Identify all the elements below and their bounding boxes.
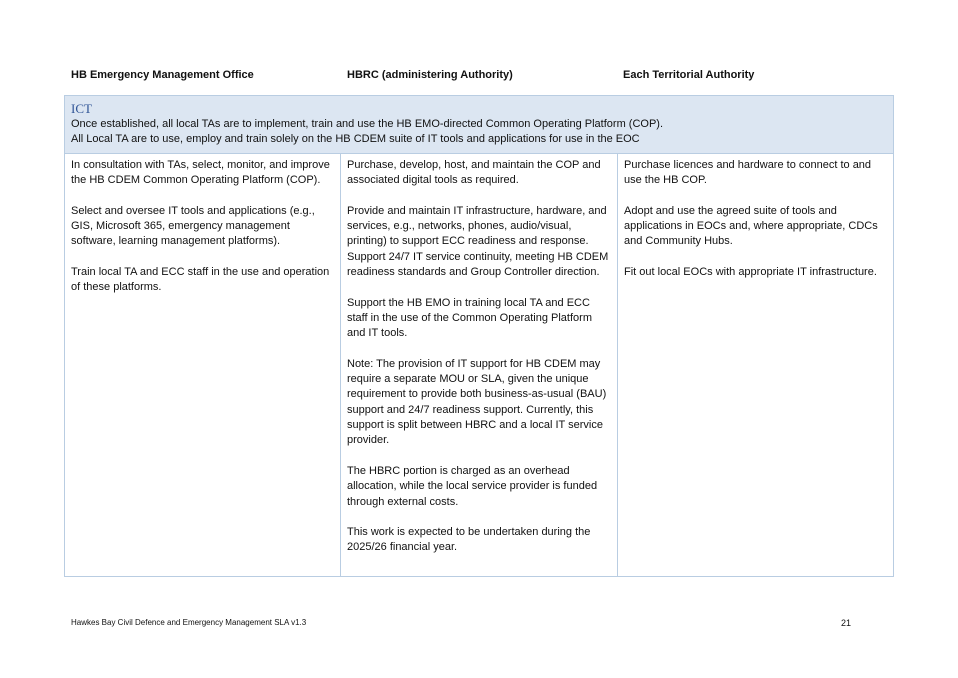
cell-ta-responsibilities — [618, 154, 893, 576]
cell-paragraph: In consultation with TAs, select, monitor, and improve the HB CDEM Common Operating Platform (COP). — [71, 159, 330, 187]
column-header-ta: Each Territorial Authority — [623, 69, 755, 81]
section-title: ICT — [71, 101, 92, 116]
footer-document-title: Hawkes Bay Civil Defence and Emergency Management SLA v1.3 — [71, 618, 307, 627]
column-header-emo: HB Emergency Management Office — [71, 69, 254, 81]
cell-paragraph: This work is expected to be undertaken during the 2025/26 financial year. — [347, 526, 591, 554]
cell-paragraph: Note: The provision of IT support for HB CDEM may require a separate MOU or SLA, given the unique requirement to provide both business-as-usual (BAU) support and 24/7 readiness support. Currently, this support is split between HBRC and a local IT service provider. — [347, 357, 607, 447]
page-number: 21 — [841, 618, 852, 628]
section-banner — [65, 96, 893, 154]
cell-paragraph: Provide and maintain IT infrastructure, hardware, and services, e.g., networks, phones, audio/visual, printing) to support ECC readiness and response. Support 24/7 IT service continuity, meeting HB CDEM readiness standards and Group Controller direction. — [347, 204, 609, 279]
section-description-line-1: Once established, all local TAs are to implement, train and use the HB EMO-directed Common Operating Platform (COP). — [71, 118, 664, 130]
cell-hbrc-responsibilities — [341, 154, 618, 576]
cell-paragraph: Select and oversee IT tools and applications (e.g., GIS, Microsoft 365, emergency management software, learning management platforms). — [71, 204, 315, 248]
cell-paragraph: Train local TA and ECC staff in the use and operation of these platforms. — [71, 266, 330, 294]
cell-paragraph: Fit out local EOCs with appropriate IT infrastructure. — [624, 266, 877, 279]
cell-paragraph: Adopt and use the agreed suite of tools and applications in EOCs and, where appropriate, CDCs and Community Hubs. — [624, 204, 878, 248]
cell-paragraph: Purchase licences and hardware to connect to and use the HB COP. — [624, 159, 872, 187]
cell-paragraph: Support the HB EMO in training local TA and ECC staff in the use of the Common Operating Platform and IT tools. — [347, 296, 592, 340]
cell-emo-responsibilities — [65, 154, 341, 576]
column-header-hbrc: HBRC (administering Authority) — [347, 69, 513, 81]
responsibility-table — [64, 95, 894, 577]
cell-paragraph: The HBRC portion is charged as an overhead allocation, while the local service provider is funded through external costs. — [347, 464, 598, 508]
section-description-line-2: All Local TA are to use, employ and train solely on the HB CDEM suite of IT tools and applications for use in the EOC — [71, 133, 640, 145]
cell-paragraph: Purchase, develop, host, and maintain the COP and associated digital tools as required. — [347, 159, 601, 187]
